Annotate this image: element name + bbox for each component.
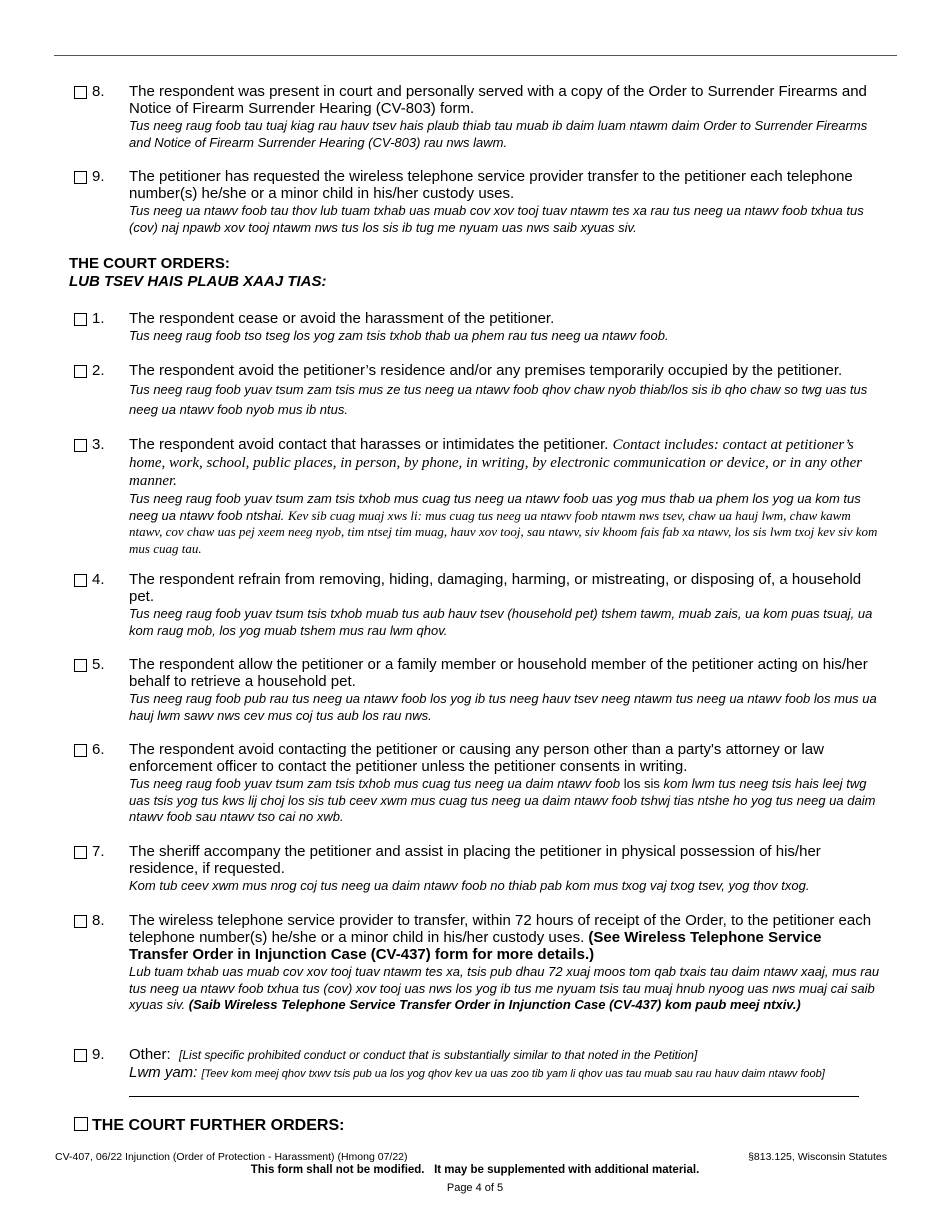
form-identifier: CV-407, 06/22 Injunction (Order of Protection - Harassment) (Hmong 07/22) (55, 1151, 408, 1163)
top-rule (54, 55, 897, 56)
item-number: 9. (92, 1046, 105, 1063)
item-number: 1. (92, 310, 105, 327)
order-item-3 (74, 436, 884, 557)
form-notice: This form shall not be modified. It may be supplemented with additional material. (250, 1164, 700, 1176)
checkbox[interactable] (74, 915, 87, 928)
further-orders (74, 1117, 344, 1135)
statute-reference: §813.125, Wisconsin Statutes (748, 1151, 887, 1163)
item-text-hmong: Tus neeg raug foob yuav tsum zam tsis txhob mus cuag tus neeg ua ntawv foob uas yog mus thab ua phem los yog ua kom tus neeg ua ntawv foob ntshai. (129, 491, 861, 523)
order-item-9 (74, 1046, 884, 1083)
order-item-1 (74, 310, 884, 345)
item-text-en: The respondent avoid contact that harasses or intimidates the petitioner. (129, 436, 609, 453)
checkbox[interactable] (74, 744, 87, 757)
item-number: 7. (92, 843, 105, 860)
heading-hmong: LUB TSEV HAIS PLAUB XAAJ TIAS: (69, 273, 327, 290)
page-number: Page 4 of 5 (446, 1182, 504, 1194)
see-cv437-note-hmong: (Saib Wireless Telephone Service Transfer Order in Injunction Case (CV-437) kom paub meej ntxiv.) (188, 997, 801, 1012)
checkbox[interactable] (74, 313, 87, 326)
item-number: 9. (92, 168, 105, 185)
item-number: 8. (92, 912, 105, 929)
item-text-hmong: Tus neeg raug foob tso tseg los yog zam tsis txhob thab ua phem rau tus neeg ua ntawv foob. (129, 328, 669, 343)
item-text-hmong: Lub tuam txhab uas muab cov xov tooj tuav ntawm tes xa, tsis pub dhau 72 xuaj moos tom qab txais tau daim ntawv xaaj, mus rau tus neeg ua ntawv foob txhua tus (cov) xov tooj uas nws los yog ib tus me nyuam tsis tau muaj hnub nyoog uas nws muaj cai saib xyuas siv. (129, 964, 880, 1012)
item-text-hmong: Tus neeg ua ntawv foob tau thov lub tuam txhab uas muab cov xov tooj tuav ntawm tes xa rau tus neeg ua ntawv foob txhua tus (cov) naj npawb xov tooj ntawm nws tus los sis ib tug me nyuam uas nws saib xyuas siv. (129, 203, 864, 235)
checkbox[interactable] (74, 439, 87, 452)
checkbox[interactable] (74, 659, 87, 672)
other-instructions-en: [List specific prohibited conduct or conduct that is substantially similar to that noted in the Petition] (179, 1048, 698, 1062)
other-label-hmong: Lwm yam: (129, 1064, 198, 1081)
order-item-7 (74, 843, 884, 895)
item-text-en: The respondent refrain from removing, hiding, damaging, harming, or mistreating, or disposing of, a household pet. (129, 571, 862, 605)
checkbox[interactable] (74, 1049, 87, 1062)
item-text-en: The respondent cease or avoid the harassment of the petitioner. (129, 310, 555, 327)
item-text-en: The respondent was present in court and personally served with a copy of the Order to Surrender Firearms and Notice of Firearm Surrender Hearing (CV-803) form. (129, 83, 867, 117)
item-text-en: The respondent allow the petitioner or a family member or household member of the petitioner acting on his/her behalf to retrieve a household pet. (129, 656, 868, 690)
item-text-en: The respondent avoid the petitioner’s residence and/or any premises temporarily occupied by the petitioner. (129, 362, 843, 379)
checkbox[interactable] (74, 171, 87, 184)
other-label-en: Other: (129, 1046, 171, 1063)
item-text-hmong: Kom tub ceev xwm mus nrog coj tus neeg ua daim ntawv foob no thiab pab kom mus txog vaj txog tsev, yog thov txog. (129, 878, 810, 893)
item-number: 5. (92, 656, 105, 673)
order-item-4 (74, 571, 884, 639)
finding-item-8 (74, 83, 884, 151)
item-number: 4. (92, 571, 105, 588)
other-instructions-hmong: [Teev kom meej qhov txwv tsis pub ua los yog qhov kev ua uas zoo tib yam li qhov uas tau muab sau rau hauv daim ntawv foob] (201, 1068, 825, 1080)
checkbox[interactable] (74, 1117, 88, 1131)
checkbox[interactable] (74, 86, 87, 99)
order-item-8 (74, 912, 884, 1014)
order-item-6 (74, 741, 884, 826)
item-text-hmong-cont: kom lwm tus neeg tsis hais leej twg uas tsis yog tus kws lij choj los sis tub ceev xwm mus cuag tus neeg ua daim ntawv foob tshwj tias ntshe ho yog tus neeg ua daim ntawv foob sau ntawv tso cai no xwb. (129, 776, 876, 824)
item-number: 3. (92, 436, 105, 453)
item-text-hmong: Tus neeg raug foob yuav tsum zam tsis txhob mus cuag tus neeg ua daim ntawv foob (129, 776, 621, 791)
order-item-5 (74, 656, 884, 724)
further-orders-label: THE COURT FURTHER ORDERS: (92, 1117, 345, 1134)
item-number: 2. (92, 362, 105, 379)
item-text-hmong: Tus neeg raug foob yuav tsum zam tsis mus ze tus neeg ua ntawv foob qhov chaw nyob thiab/los sis ib qho chaw so twg uas tus neeg ua ntawv foob nyob mus ib ntus. (129, 382, 868, 417)
heading-en: THE COURT ORDERS: (69, 255, 230, 272)
item-text-hmong-or: los sis (623, 776, 660, 791)
other-entry-line[interactable] (129, 1096, 859, 1097)
checkbox[interactable] (74, 846, 87, 859)
item-text-hmong: Tus neeg raug foob yuav tsum tsis txhob muab tus aub hauv tsev (household pet) tshem tawm, muab zais, ua kom puas tsuaj, ua kom raug mob, los yog muab tshem mus rau lwm qhov. (129, 606, 873, 638)
item-text-en: The wireless telephone service provider to transfer, within 72 hours of receipt of the Order, to the petitioner each telephone number(s) he/she or a minor child in his/her custody uses. (129, 912, 872, 946)
item-number: 8. (92, 83, 105, 100)
checkbox[interactable] (74, 365, 87, 378)
contact-definition-en: Contact includes: contact at petitioner’s home, work, school, public places, in person, by phone, in writing, by electronic communication or device, or in any other manner. (129, 437, 863, 489)
checkbox[interactable] (74, 574, 87, 587)
item-text-en: The respondent avoid contacting the petitioner or causing any person other than a party's attorney or law enforcement officer to contact the petitioner unless the petitioner consents in writing. (129, 741, 824, 775)
see-cv437-note-en: (See Wireless Telephone Service Transfer Order in Injunction Case (CV-437) form for more details.) (129, 929, 822, 963)
item-text-en: The sheriff accompany the petitioner and assist in placing the petitioner in physical possession of his/her residence, if requested. (129, 843, 821, 877)
contact-definition-hmong: Kev sib cuag muaj xws li: mus cuag tus neeg ua ntawv foob ntawm nws tsev, chaw ua hauj lwm, chaw kawm ntawv, cov chaw uas pej xeem neeg nyob, tim ntsej tim muag, hauv xov tooj, sau ntawv, siv khoom fais fab xa ntawv, los sis lwm txoj kev siv kom mus cuag tau. (129, 507, 878, 556)
court-orders-heading (69, 255, 327, 291)
item-text-hmong: Tus neeg raug foob pub rau tus neeg ua ntawv foob los yog ib tus neeg hauv tsev neeg ntawm tus neeg ua ntawv foob los mus ua hauj lwm sawv nws cev mus coj tus aub los rau nws. (129, 691, 877, 723)
item-text-en: The petitioner has requested the wireless telephone service provider transfer to the petitioner each telephone number(s) he/she or a minor child in his/her custody uses. (129, 168, 853, 202)
item-text-hmong: Tus neeg raug foob tau tuaj kiag rau hauv tsev hais plaub thiab tau muab ib daim luam ntawm daim Order to Surrender Firearms and Notice of Firearm Surrender Hearing (CV-803) rau nws lawm. (129, 118, 868, 150)
item-number: 6. (92, 741, 105, 758)
finding-item-9 (74, 168, 884, 236)
order-item-2 (74, 362, 884, 420)
